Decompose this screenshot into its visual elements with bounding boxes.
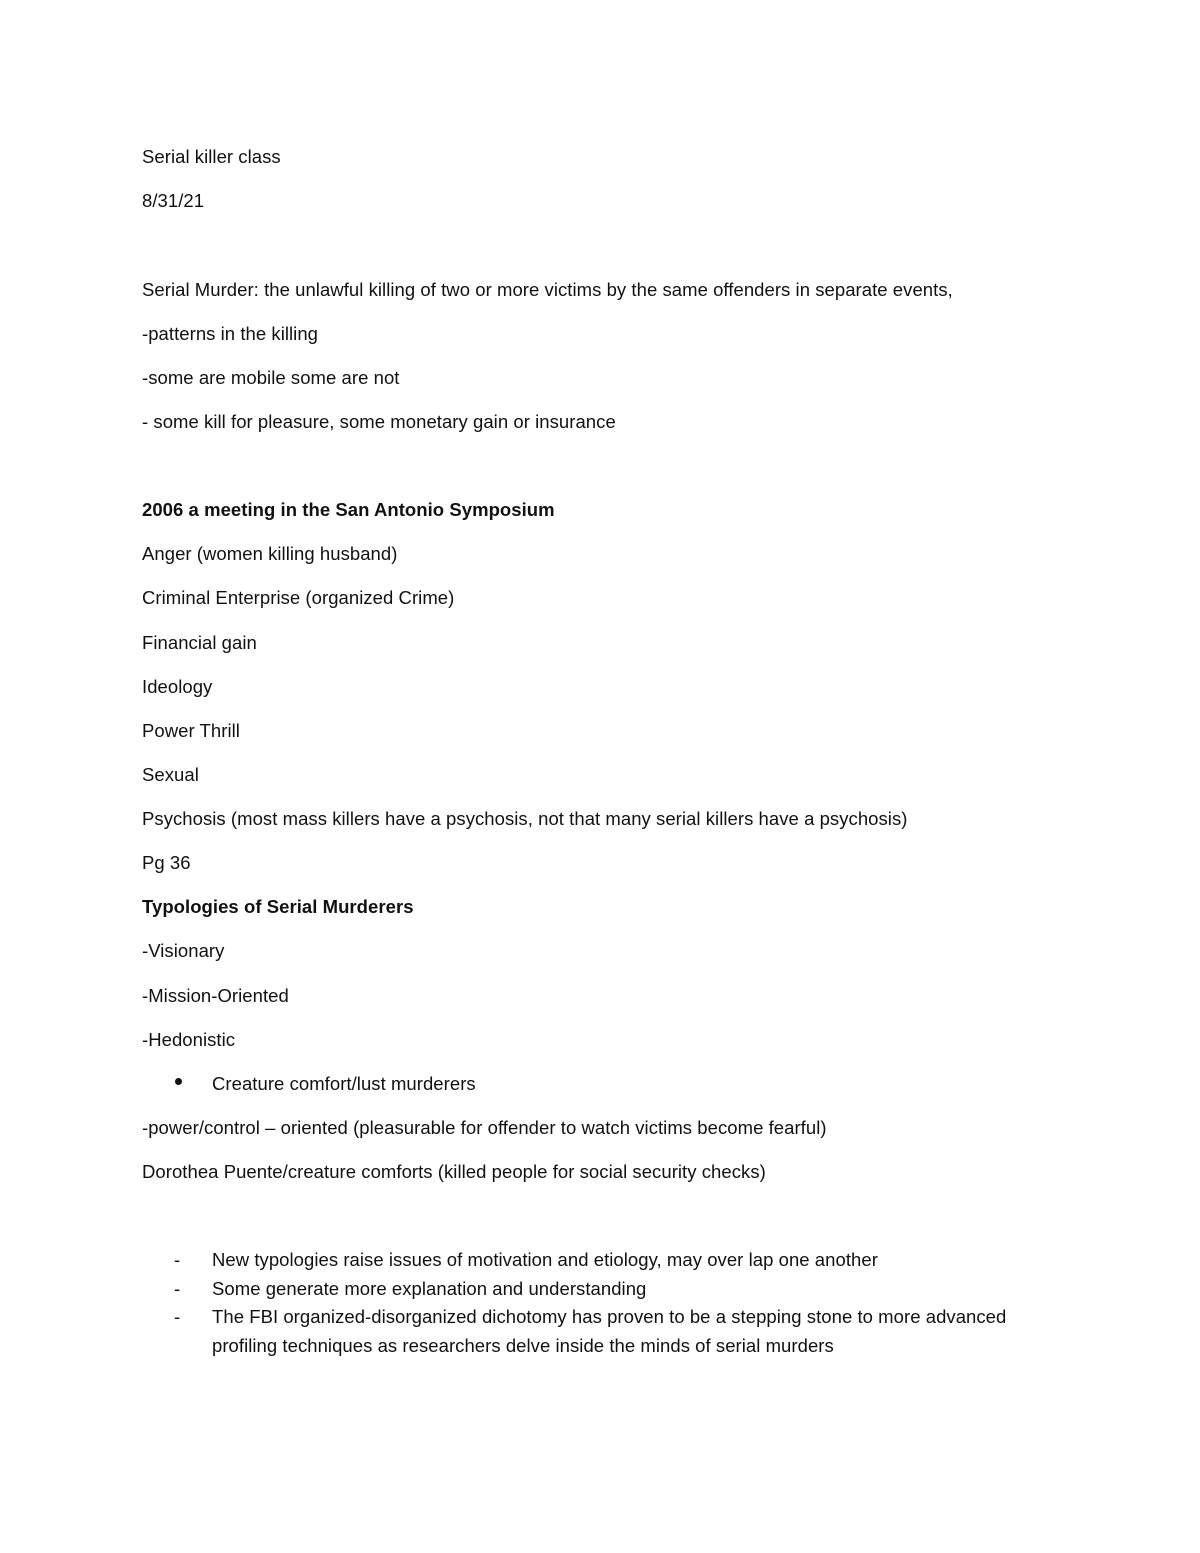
motive-item: Anger (women killing husband) [142, 543, 398, 564]
dash-list-item: New typologies raise issues of motivation and etiology, may over lap one another [212, 1249, 878, 1270]
note-line: -some are mobile some are not [142, 367, 400, 388]
bullet-icon [175, 1078, 182, 1085]
motive-item: Ideology [142, 676, 213, 697]
dash-list-item: The FBI organized-disorganized dichotomy has proven to be a stepping stone to more advanced [212, 1306, 1007, 1327]
motive-item: Sexual [142, 764, 199, 785]
power-control-line: -power/control – oriented (pleasurable for offender to watch victims become fearful) [142, 1117, 827, 1138]
dash-marker: - [174, 1249, 181, 1270]
motive-item: Psychosis (most mass killers have a psychosis, not that many serial killers have a psychosis) [142, 808, 908, 829]
motive-item: Power Thrill [142, 720, 240, 741]
document-title: Serial killer class [142, 146, 281, 167]
definition-text: Serial Murder: the unlawful killing of two or more victims by the same offenders in separate events, [142, 279, 953, 300]
typology-item: -Visionary [142, 940, 225, 961]
motive-item: Financial gain [142, 632, 257, 653]
motive-item: Criminal Enterprise (organized Crime) [142, 587, 455, 608]
document-date: 8/31/21 [142, 190, 205, 211]
example-line: Dorothea Puente/creature comforts (killed people for social security checks) [142, 1161, 766, 1182]
note-line: -patterns in the killing [142, 323, 319, 344]
dash-marker: - [174, 1278, 181, 1299]
typologies-heading: Typologies of Serial Murderers [142, 896, 414, 917]
dash-marker: - [174, 1306, 181, 1327]
dash-list-item-continuation: profiling techniques as researchers delve inside the minds of serial murders [212, 1335, 834, 1356]
page-reference: Pg 36 [142, 852, 191, 873]
dash-list-item: Some generate more explanation and understanding [212, 1278, 647, 1299]
typology-item: -Mission-Oriented [142, 985, 289, 1006]
symposium-heading: 2006 a meeting in the San Antonio Symposium [142, 499, 555, 520]
note-line: - some kill for pleasure, some monetary gain or insurance [142, 411, 616, 432]
hedonistic-subitem: Creature comfort/lust murderers [212, 1073, 476, 1094]
typology-item: -Hedonistic [142, 1029, 236, 1050]
